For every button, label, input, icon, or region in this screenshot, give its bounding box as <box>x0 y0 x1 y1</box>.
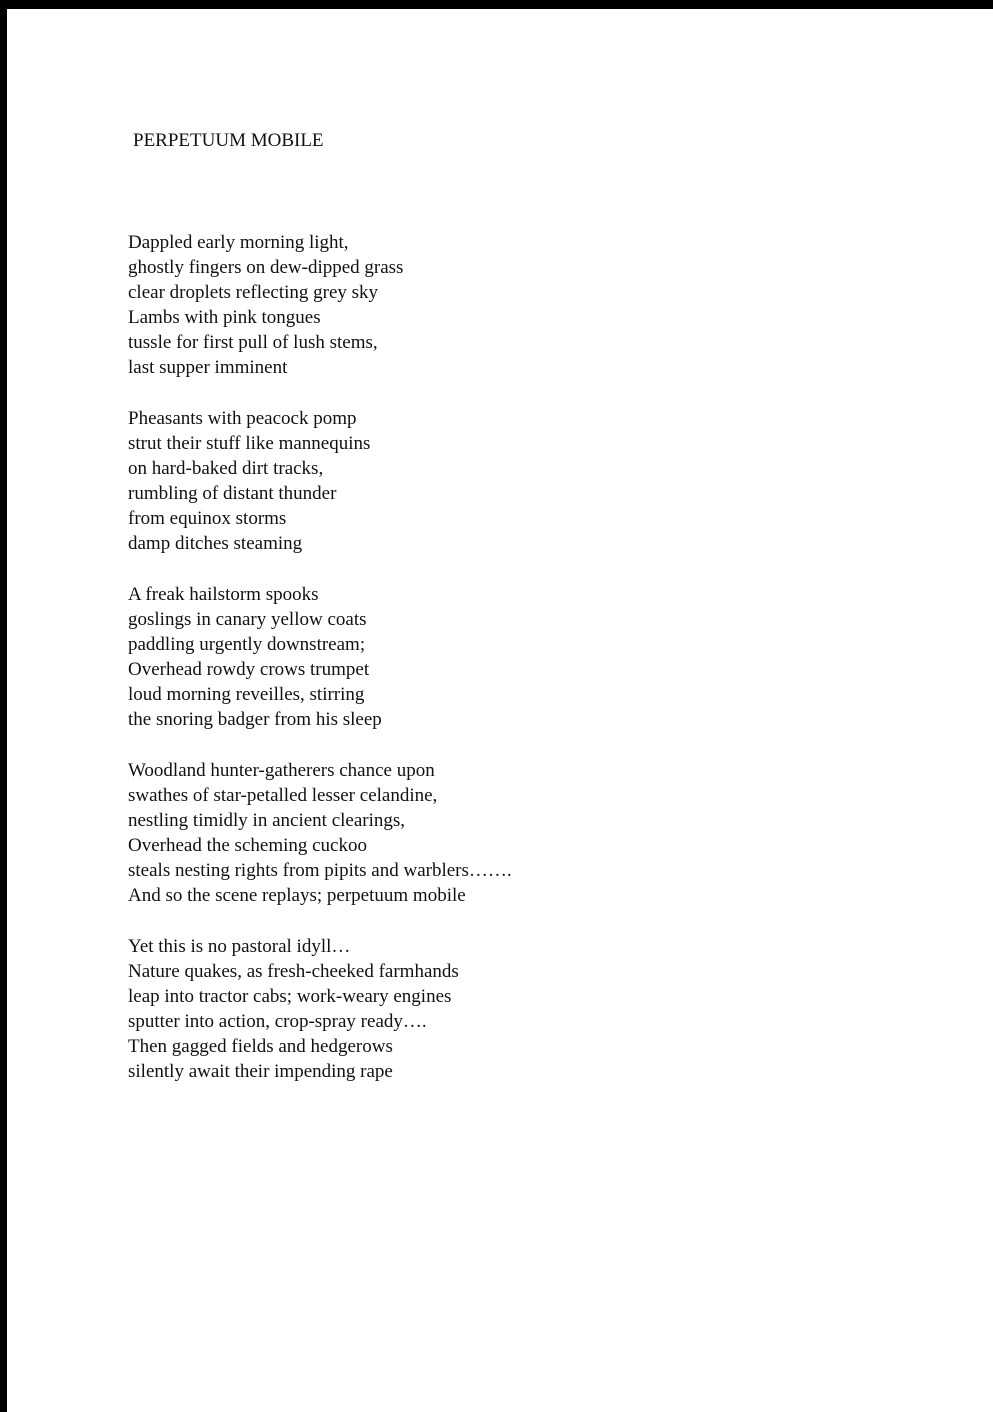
stanza-2 <box>128 406 512 557</box>
poem-line: sputter into action, crop-spray ready…. <box>128 1011 427 1033</box>
poem-line: Then gagged fields and hedgerows <box>128 1036 393 1058</box>
poem-line: clear droplets reflecting grey sky <box>128 282 379 304</box>
poem-line: leap into tractor cabs; work-weary engines <box>128 986 452 1007</box>
poem-line: A freak hailstorm spooks <box>128 583 319 605</box>
poem-line: swathes of star-petalled lesser celandine, <box>128 784 438 806</box>
poem-line: last supper imminent <box>128 357 288 379</box>
poem-line: paddling urgently downstream; <box>128 634 366 656</box>
poem-body <box>128 230 512 1110</box>
poem-line: silently await their impending rape <box>128 1061 393 1083</box>
poem-line: Lambs with pink tongues <box>128 307 321 329</box>
poem-line: on hard-baked dirt tracks, <box>128 458 324 480</box>
poem-line: Overhead the scheming cuckoo <box>128 835 367 857</box>
poem-line: strut their stuff like mannequins <box>128 433 371 455</box>
poem-line: And so the scene replays; perpetuum mobile <box>128 885 466 907</box>
poem-line: Dappled early morning light, <box>128 232 349 253</box>
poem-title: PERPETUUM MOBILE <box>133 130 324 151</box>
poem-line: loud morning reveilles, stirring <box>128 684 365 706</box>
poem-line: damp ditches steaming <box>128 533 303 555</box>
poem-line: from equinox storms <box>128 508 287 530</box>
stanza-4 <box>128 758 512 909</box>
poem-line: Yet this is no pastoral idyll… <box>128 935 351 957</box>
poem-line: Nature quakes, as fresh-cheeked farmhands <box>128 960 459 982</box>
poem-line: Pheasants with peacock pomp <box>128 407 357 429</box>
poem-line: rumbling of distant thunder <box>128 483 337 505</box>
document-page <box>7 9 993 1412</box>
poem-line: the snoring badger from his sleep <box>128 709 382 731</box>
poem-line: Overhead rowdy crows trumpet <box>128 659 370 681</box>
poem-line: tussle for first pull of lush stems, <box>128 332 378 354</box>
poem-line: Woodland hunter-gatherers chance upon <box>128 759 435 781</box>
stanza-3 <box>128 582 512 733</box>
stanza-5 <box>128 934 512 1085</box>
stanza-1 <box>128 230 512 381</box>
poem-line: steals nesting rights from pipits and warblers……. <box>128 860 512 882</box>
poem-line: goslings in canary yellow coats <box>128 609 367 630</box>
poem-line: nestling timidly in ancient clearings, <box>128 810 406 832</box>
poem-line: ghostly fingers on dew-dipped grass <box>128 257 404 279</box>
